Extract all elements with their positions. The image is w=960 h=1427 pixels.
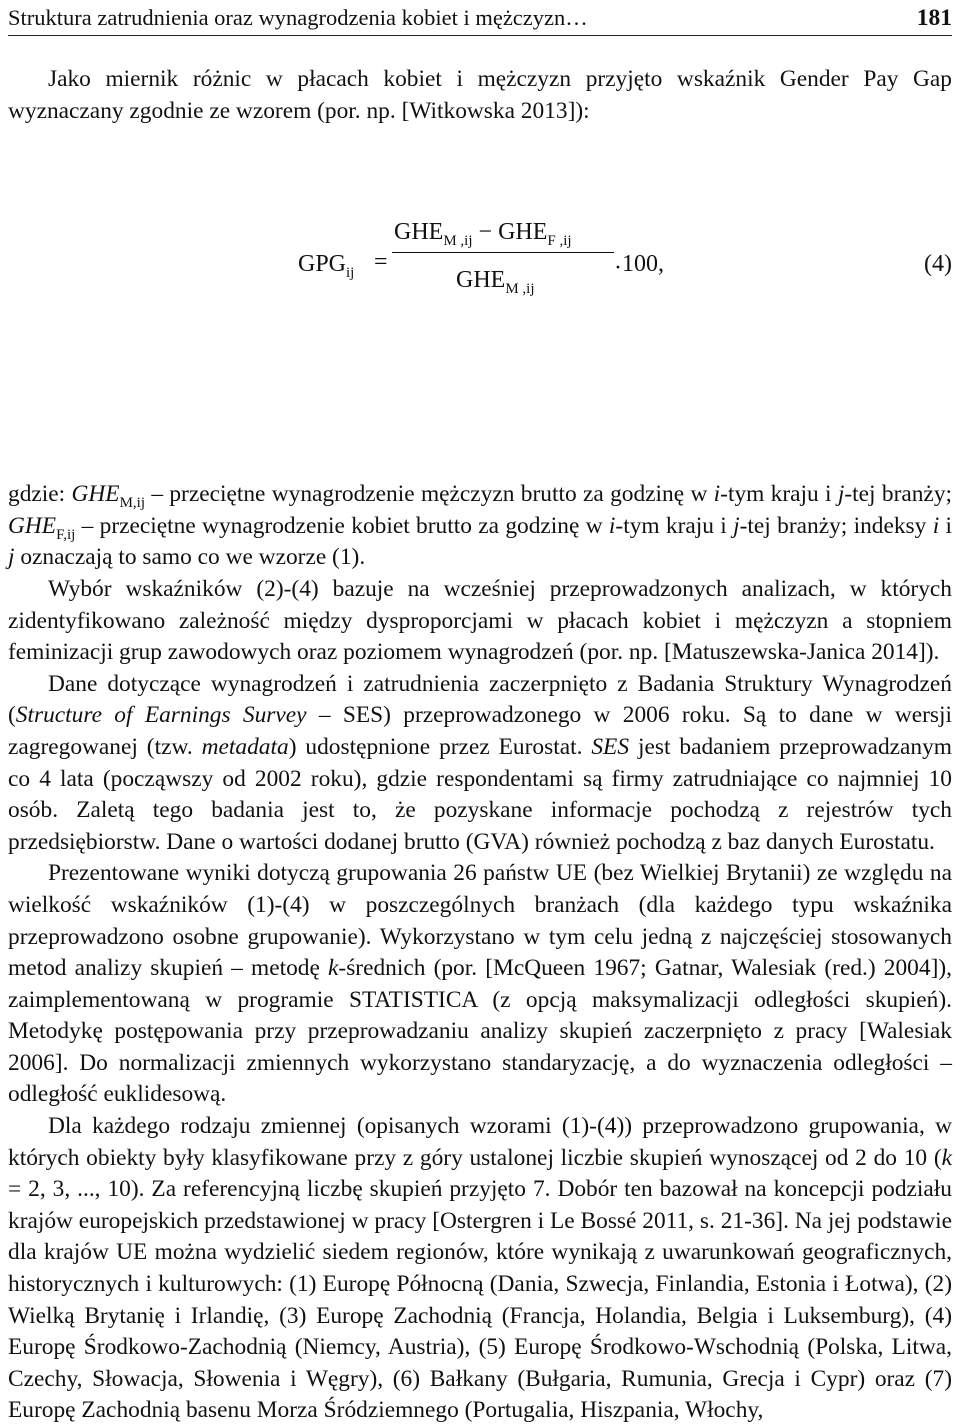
running-title: Struktura zatrudnienia oraz wynagrodzenia kobiet i mężczyzn… bbox=[8, 5, 588, 30]
gpg-formula bbox=[8, 220, 952, 312]
formula-num-a: GHE bbox=[394, 219, 444, 245]
paragraph-clustering: Dla każdego rodzaju zmiennej (opisanych wzorami (1)-(4)) przeprowadzono grupowania, w których obiekty były klasyfikowane przy z góry ustalonej liczbie skupień wynoszącej od 2 do 10 (k = 2, 3, ..., 10). Za referencyjną liczbę skupień przyjęto 7. Dobór ten bazował na koncepcji podziału krajów europejskich przedstawionej w pracy [Ostergren i Le Bossé 2011, s. 21-36]. Na jej podstawie dla krajów UE można wydzielić siedem regionów, które wynikają z uwarunkowań geograficznych, historycznych i kulturowych: (1) Europę Północną (Dania, Szwecja, Finlandia, Estonia i Łotwa), (2) Wielką Brytanię i Irlandię, (3) Europę Zachodnią (Francja, Holandia, Belgia i Luksemburg), (4) Europę Środkowo-Zachodnią (Niemcy, Austria), (5) Europę Środkowo-Wschodnią (Polska, Litwa, Czechy, Słowacja, Słowenia i Węgry), (6) Bałkany (Bułgaria, Rumunia, Grecja i Cypr) oraz (7) Europę Zachodnią basenu Morza Śródziemnego (Portugalia, Hiszpania, Włochy, bbox=[8, 1113, 952, 1424]
running-header bbox=[8, 0, 952, 36]
where-paragraph: gdzie: $GHE_{M,ij}$ – przeciętne wynagrodzenie mężczyzn brutto za godzinę w i-tym kraju i j-tej branży; $GHE_{F,ij}$ – przeciętne wynagrodzenie kobiet brutto za godzinę w i-tym kraju i j-tej branży; indeksy i i j oznaczają to samo co we wzorze (1). bbox=[8, 481, 953, 571]
formula-minus: − bbox=[478, 219, 493, 245]
intro-paragraph: Jako miernik różnic w płacach kobiet i mężczyzn przyjęto wskaźnik Gender Pay Gap wyznaczany zgodnie ze wzorem (por. np. [Witkowska 2013]): bbox=[8, 66, 952, 124]
formula-lhs-sub: ij bbox=[346, 265, 355, 281]
paragraph-method: Prezentowane wyniki dotyczą grupowania 26 państw UE (bez Wielkiej Brytanii) ze względu na wielkość wskaźników (1)-(4) w poszczególnych branżach (dla każdego typu wskaźnika przeprowadzono osobne grupowanie). Wykorzystano w tym celu jedną z najczęściej stosowanych metod analizy skupień – metodę k-średnich (por. [McQueen 1967; Gatnar, Walesiak (red.) 2004]), zaimplementowaną w programie STATISTICA (z opcją maksymalizacji odległości skupień). Metodykę postępowania przy przeprowadzaniu analizy skupień zaczerpnięto z pracy [Walesiak 2006]. Do normalizacji zmiennych wykorzystano standaryzację, a do wyznaczenia odległości – odległość euklidesową. bbox=[8, 860, 953, 1108]
formula-multiplier bbox=[610, 250, 664, 278]
paragraph-data-source: Dane dotyczące wynagrodzeń i zatrudnienia zaczerpnięto z Badania Struktury Wynagrodzeń (Structure of Earnings Survey – SES) przeprowadzonego w 2006 roku. Są to dane w wersji zagregowanej (tzw. metadata) udostępnione przez Eurostat. SES jest badaniem przeprowadzanym co 4 lata (począwszy od 2002 roku), gdzie respondentami są firmy zatrudniające co najmniej 10 osób. Zaletą tego badania jest to, że pozyskane informacje pochodzą z rejestrów tych przedsiębiorstw. Dane o wartości dodanej brutto (GVA) również pochodzą z baz danych Eurostatu. bbox=[8, 670, 952, 855]
page-number: 181 bbox=[916, 5, 952, 31]
equation-number: (4) bbox=[924, 251, 952, 277]
formula-lhs bbox=[298, 250, 355, 281]
formula-tail: , bbox=[658, 251, 664, 277]
formula-denominator bbox=[456, 266, 535, 297]
formula-equals: = bbox=[374, 249, 388, 275]
fraction-bar bbox=[392, 252, 614, 253]
page-body bbox=[8, 64, 952, 1427]
formula-den: GHE bbox=[456, 267, 506, 293]
formula-hundred: 100 bbox=[622, 251, 658, 277]
formula-numerator bbox=[394, 218, 572, 249]
formula-num-b-sub: F ,ij bbox=[547, 233, 572, 249]
formula-num-a-sub: M ,ij bbox=[443, 233, 473, 249]
paragraph-indicators: Wybór wskaźników (2)-(4) bazuje na wcześniej przeprowadzonych analizach, w których zidentyfikowano zależność między dysproporcjami w płacach kobiet i mężczyzn a stopniem feminizacji grup zawodowych oraz poziomem wynagrodzeń (por. np. [Matuszewska-Janica 2014]). bbox=[8, 575, 952, 666]
formula-dot: · bbox=[614, 255, 622, 281]
formula-lhs-symbol: GPG bbox=[298, 251, 347, 277]
formula-num-b: GHE bbox=[498, 219, 548, 245]
formula-den-sub: M ,ij bbox=[505, 281, 535, 297]
